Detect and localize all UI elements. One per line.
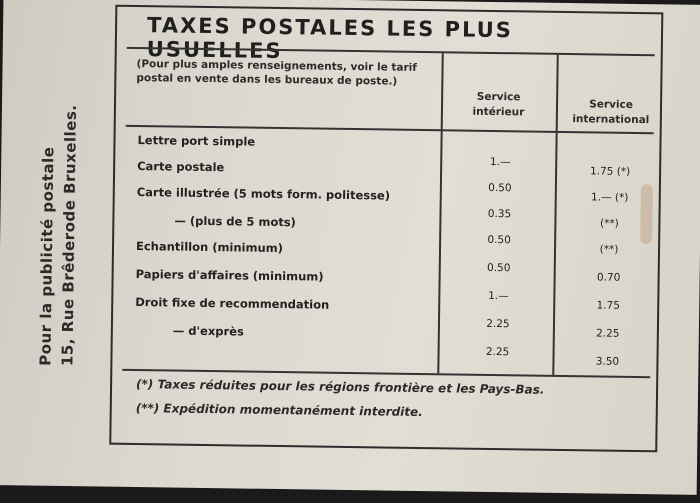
- imprint-line-1: Pour la publicité postale: [36, 146, 58, 366]
- row-international: 0.70: [596, 271, 621, 284]
- row-international: 2.25: [596, 327, 620, 340]
- row-international: 1.75: [596, 299, 621, 312]
- rates-table-frame: [109, 5, 663, 453]
- row-label: — d'exprès: [172, 323, 244, 339]
- row-interior: 1.—: [488, 289, 509, 303]
- col-head-interior: Service intérieur: [472, 90, 525, 119]
- imprint-line-2: 15, Rue Brêderode Bruxelles.: [58, 104, 81, 367]
- row-label: Echantillon (minimum): [135, 239, 284, 256]
- column-divider-1: [437, 53, 443, 373]
- row-interior: 0.35: [487, 207, 512, 221]
- row-international: 1.75 (*): [589, 165, 631, 178]
- row-label: Droit fixe de recommendation: [135, 295, 330, 312]
- row-label: Carte postale: [137, 159, 225, 175]
- row-label: Carte illustrée (5 mots form. politesse): [136, 185, 391, 203]
- col-head-international: Service international: [572, 98, 650, 127]
- row-interior: 2.25: [485, 345, 510, 359]
- row-interior: 0.50: [488, 181, 512, 195]
- row-international: (**): [599, 217, 619, 230]
- column-divider-2: [552, 55, 558, 375]
- row-interior: 0.50: [486, 261, 511, 275]
- publisher-imprint: [34, 66, 118, 367]
- table-bottom-rule: [122, 369, 650, 378]
- footnote-1: (*) Taxes réduites pour les régions frontière et les Pays-Bas.: [136, 377, 545, 397]
- row-international: 1.— (*): [591, 191, 629, 204]
- row-international: (**): [599, 243, 619, 256]
- reference-note: (Pour plus amples renseignements, voir le tarif postal en vente dans les bureaux de poste.): [136, 58, 417, 88]
- row-international: 3.50: [595, 355, 620, 368]
- row-interior: 2.25: [486, 317, 510, 331]
- footnote-2: (**) Expédition momentanément interdite.: [135, 401, 423, 420]
- row-label: Lettre port simple: [137, 133, 256, 149]
- row-label: — (plus de 5 mots): [174, 213, 296, 230]
- page-title: TAXES POSTALES LES PLUS USUELLES: [146, 13, 514, 64]
- row-interior: 0.50: [487, 233, 511, 247]
- row-label: Papiers d'affaires (minimum): [135, 267, 324, 284]
- paper-stain: [640, 184, 653, 244]
- row-interior: 1.—: [489, 155, 511, 169]
